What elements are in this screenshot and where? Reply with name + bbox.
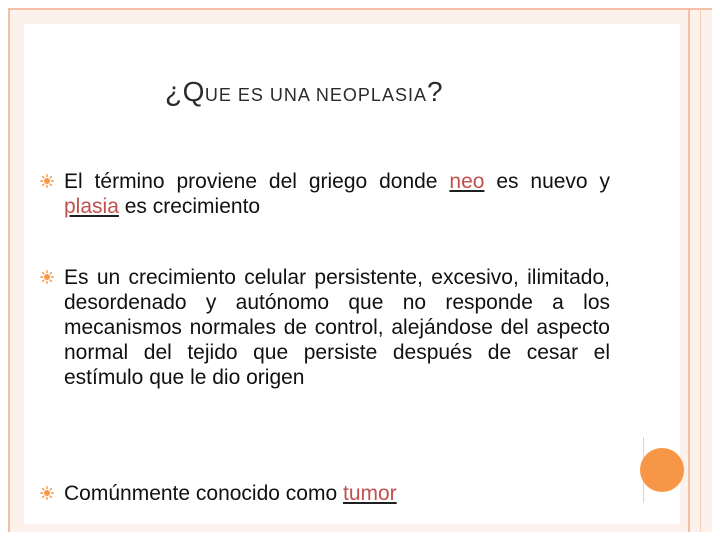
title-prefix: ¿ (165, 76, 183, 107)
sun-bullet-icon (40, 174, 54, 188)
title-suffix: ? (426, 76, 444, 107)
top-border-line (8, 8, 712, 10)
right-border-line (688, 8, 690, 532)
plasia-link[interactable]: plasia (64, 195, 119, 218)
tumor-link[interactable]: tumor (342, 482, 397, 505)
bullet-text-part: Comúnmente conocido como (64, 482, 343, 505)
bullet-item-definition (40, 265, 610, 390)
left-border-line (8, 8, 10, 532)
bullet-text-part: El término proviene del griego donde (64, 170, 450, 193)
title-smallcaps-2: NEOPLASIA (315, 85, 427, 105)
bullet-item-origin (40, 169, 610, 219)
right-border-line-thin (700, 8, 701, 532)
slide-title (165, 76, 443, 108)
bullet-text (64, 481, 610, 506)
bullet-text: Es un crecimiento celular persistente, excesivo, ilimitado, desordenado y autónomo que no responde a los mecanismos normales de control, alejándose del aspecto normal del tejido que persiste después de cesar el estímulo que le dio origen (64, 266, 610, 389)
sun-bullet-icon (40, 270, 54, 284)
orange-circle-icon (640, 448, 684, 492)
bullet-text-part: es crecimiento (118, 195, 261, 218)
bullet-text (64, 169, 610, 219)
bullet-item-tumor (40, 481, 610, 506)
sun-bullet-icon (40, 486, 54, 500)
title-smallcaps-1: UE ES UNA (204, 85, 316, 105)
neo-link[interactable]: neo (449, 170, 485, 193)
title-q: Q (182, 76, 205, 107)
bullet-text-part: es nuevo y (484, 170, 610, 193)
